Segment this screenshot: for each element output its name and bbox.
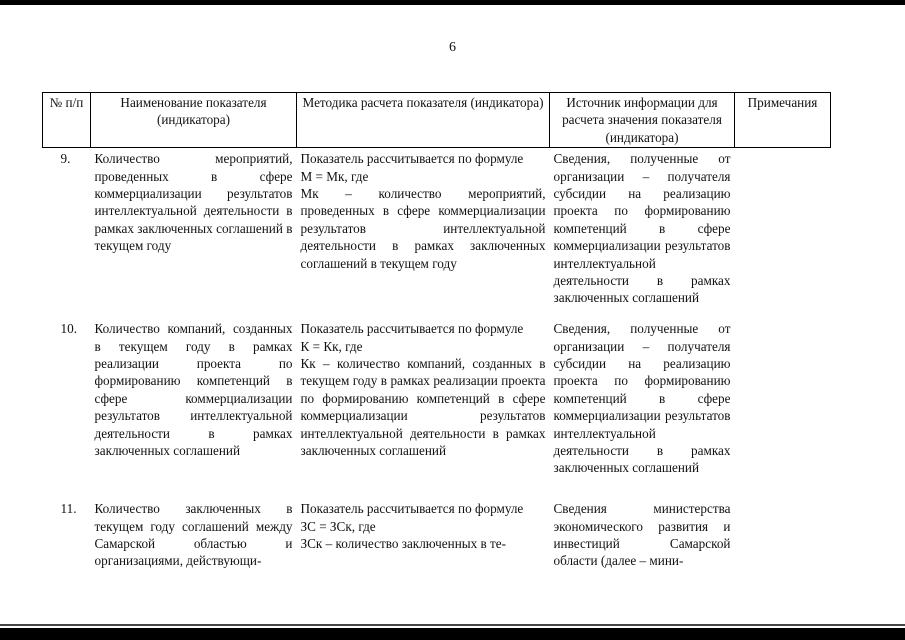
table-row: [43, 500, 831, 580]
calculation-method: [297, 148, 550, 321]
formula-definition: Мк – количество мероприятий, проведенных в сфере коммерциализации результатов интеллектуальной деятельности в рамках заключенных соглашений в текущем году: [300, 186, 546, 271]
scan-top-border: [0, 0, 905, 5]
row-number: 9.: [60, 151, 71, 167]
information-source: Сведения, полученные от организации – получателя субсидии на реализацию проекта по формированию компетенций в сфере коммерциализации результатов интеллектуальной деятельности в рамках заключенных соглашений: [553, 151, 731, 306]
formula: К = Кк, где: [300, 338, 363, 354]
calculation-method: [297, 320, 550, 500]
calculation-method: [297, 500, 550, 580]
table-row: [43, 148, 831, 321]
row-number: 10.: [60, 321, 77, 337]
information-source: Сведения министерства экономического развития и инвестиций Самарской области (далее – мини-: [553, 501, 731, 569]
scan-bottom-border: [0, 628, 905, 640]
header-number: № п/п: [43, 93, 91, 148]
formula-definition: ЗСк – количество заключенных в те-: [300, 536, 507, 552]
notes-cell: [735, 148, 831, 321]
method-intro: Показатель рассчитывается по формуле: [300, 501, 524, 517]
formula-definition: Кк – количество компаний, созданных в текущем году в рамках реализации проекта по формированию компетенций в сфере коммерциализации результатов интеллектуальной деятельности в рамках заключенных соглашений: [300, 356, 546, 459]
notes-cell: [735, 500, 831, 580]
header-indicator-name: Наименование показателя (индикатора): [91, 93, 297, 148]
row-number: 11.: [60, 501, 77, 517]
header-information-source: Источник информации для расчета значения показателя (индикатора): [550, 93, 735, 148]
indicator-name: Количество мероприятий, проведенных в сфере коммерциализации результатов интеллектуальной деятельности в рамках заключенных соглашений в текущем году: [94, 151, 293, 254]
method-intro: Показатель рассчитывается по формуле: [300, 321, 524, 337]
formula: ЗС = ЗСк, где: [300, 518, 376, 534]
information-source: Сведения, полученные от организации – получателя субсидии на реализацию проекта по формированию компетенций в сфере коммерциализации результатов интеллектуальной деятельности в рамках заключенных соглашений: [553, 321, 731, 476]
table-header-row: [43, 93, 831, 148]
header-calculation-method: Методика расчета показателя (индикатора): [297, 93, 550, 148]
indicator-name: Количество заключенных в текущем году соглашений между Самарской областью и организациями, действующи-: [94, 501, 293, 569]
indicator-name: Количество компаний, созданных в текущем году в рамках реализации проекта по формированию компетенций в сфере коммерциализации результатов интеллектуальной деятельности в рамках заключенных соглашений: [94, 321, 293, 459]
notes-cell: [735, 320, 831, 500]
page-number: 6: [449, 40, 456, 55]
indicators-table: [42, 92, 831, 580]
method-intro: Показатель рассчитывается по формуле: [300, 151, 524, 167]
header-notes: Примечания: [735, 93, 831, 148]
table-row: [43, 320, 831, 500]
formula: М = Мк, где: [300, 168, 369, 184]
